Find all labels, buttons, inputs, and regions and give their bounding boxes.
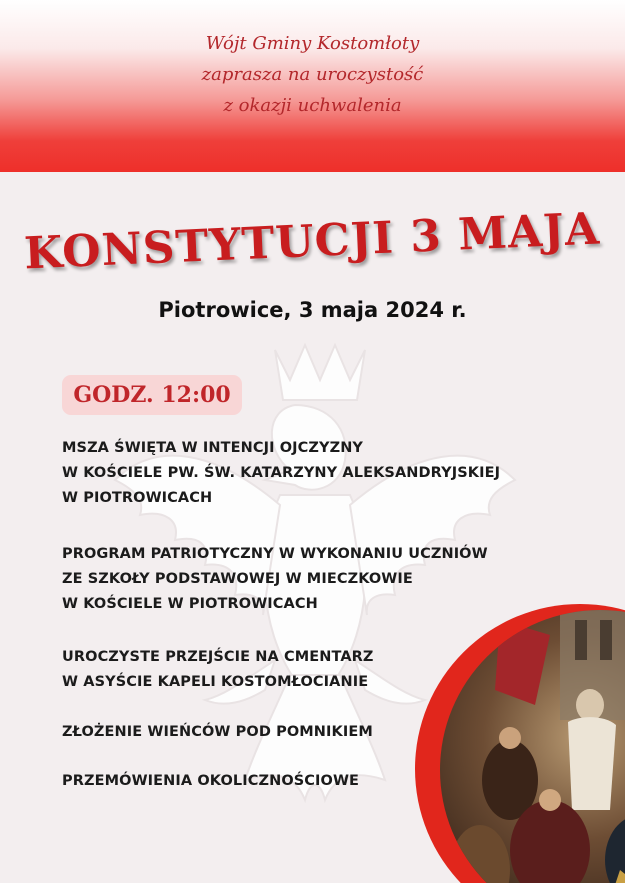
time-label: GODZ. 12:00: [73, 382, 231, 408]
program-item-line: W PIOTROWICACH: [62, 490, 213, 506]
program-item-line: W KOŚCIELE PW. ŚW. KATARZYNY ALEKSANDRYJSKIEJ: [62, 465, 501, 481]
time-badge: [62, 375, 242, 415]
main-title-text: KONSTYTUCJI 3 MAJA: [23, 203, 602, 280]
invitation-line-2: zaprasza na uroczystość: [201, 64, 424, 85]
program-item-line: PROGRAM PATRIOTYCZNY W WYKONANIU UCZNIÓW: [62, 546, 488, 562]
invitation-line-3: z okazji uchwalenia: [223, 95, 402, 116]
program-item-line: ZE SZKOŁY PODSTAWOWEJ W MIECZKOWIE: [62, 571, 413, 587]
program-item-line: MSZA ŚWIĘTA W INTENCJI OJCZYZNY: [62, 440, 364, 456]
program-item-patriotic-program: [62, 542, 582, 617]
invitation-line-1: Wójt Gminy Kostomłoty: [205, 33, 420, 54]
program-item-line: W KOŚCIELE W PIOTROWICACH: [62, 596, 318, 612]
program-item-line: PRZEMÓWIENIA OKOLICZNOŚCIOWE: [62, 773, 360, 789]
main-title: [0, 203, 625, 280]
program-item-mass: [62, 436, 582, 511]
place-date: Piotrowice, 3 maja 2024 r.: [158, 298, 467, 322]
program-item-line: ZŁOŻENIE WIEŃCÓW POD POMNIKIEM: [62, 724, 373, 740]
program-item-line: W ASYŚCIE KAPELI KOSTOMŁOCIANIE: [62, 674, 369, 690]
program-item-line: UROCZYSTE PRZEJŚCIE NA CMENTARZ: [62, 649, 374, 665]
invitation-text: [0, 28, 625, 121]
